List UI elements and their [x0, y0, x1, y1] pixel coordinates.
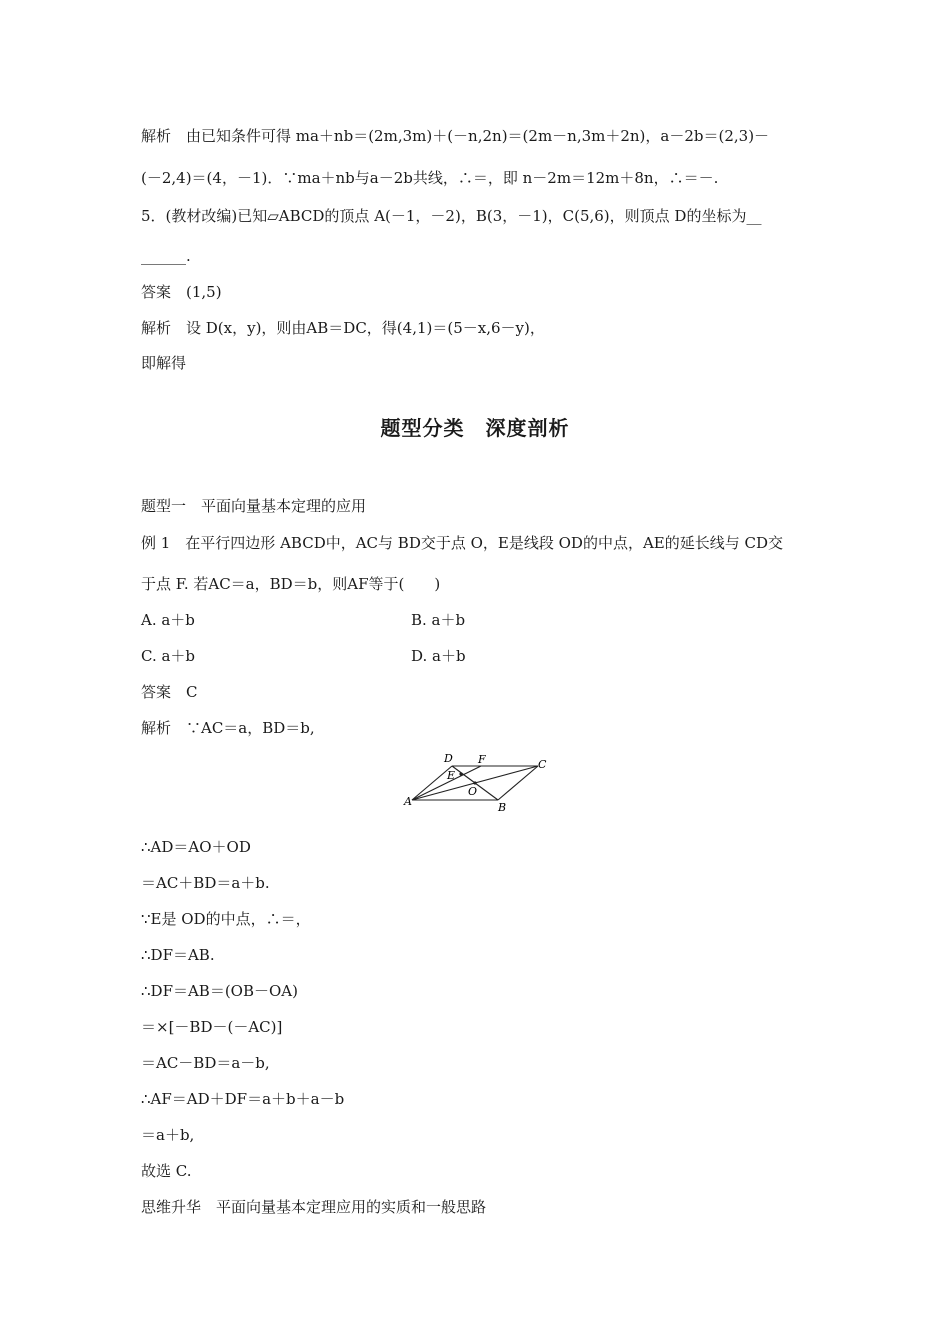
- label-a: A: [404, 795, 412, 808]
- label-d: D: [444, 752, 453, 765]
- point-e: [459, 772, 462, 775]
- solution-1-line-11: 故选 C.: [141, 1162, 192, 1180]
- solution-1-line-10: ＝a＋b,: [141, 1126, 195, 1144]
- label-o: O: [468, 785, 478, 798]
- answer-5: 答案 (1,5): [141, 283, 222, 301]
- problem-5-line-1: 5．(教材改编)已知▱ABCD的顶点 A(－1，－2)，B(3，－1)，C(5,6)，则顶点 D的坐标为__: [141, 207, 762, 225]
- solution-1-line-9: ∴AF＝AD＋DF＝a＋b＋a－b: [141, 1090, 345, 1108]
- solution-5-line-1: 解析 设 D(x，y)，则由AB＝DC，得(4,1)＝(5－x,6－y)，: [141, 319, 545, 337]
- solution-1-line-8: ＝AC－BD＝a－b,: [141, 1054, 270, 1072]
- option-c: C. a＋b: [141, 647, 196, 665]
- solution-1-line-5: ∴DF＝AB.: [141, 946, 215, 964]
- label-c: C: [538, 758, 547, 771]
- option-d: D. a＋b: [411, 647, 466, 665]
- solution-1-line-2: ∴AD＝AO＋OD: [141, 838, 251, 856]
- summary-title: 思维升华 平面向量基本定理应用的实质和一般思路: [141, 1198, 487, 1216]
- solution-1-line-3: ＝AC＋BD＝a＋b.: [141, 874, 270, 892]
- solution-1-line-1: 解析 ∵AC＝a，BD＝b,: [141, 719, 315, 737]
- option-b: B. a＋b: [411, 611, 466, 629]
- option-a: A. a＋b: [141, 611, 195, 629]
- label-e: E: [447, 769, 456, 782]
- example-1-line-2: 于点 F. 若AC＝a，BD＝b，则AF等于( ): [141, 575, 441, 593]
- answer-1: 答案 C: [141, 683, 198, 701]
- solution-line-2: (－2,4)＝(4，－1)．∵ma＋nb与a－2b共线，∴＝，即 n－2m＝12m＋8n，∴＝－.: [141, 169, 719, 187]
- parallelogram-svg: [398, 748, 558, 816]
- solution-1-line-4: ∵E是 OD的中点，∴＝，: [141, 910, 311, 928]
- solution-line-1: 解析 由已知条件可得 ma＋nb＝(2m,3m)＋(－n,2n)＝(2m－n,3m＋2n)，a－2b＝(2,3)－: [141, 127, 770, 145]
- label-f: F: [478, 753, 486, 766]
- parallelogram-figure: [398, 748, 558, 820]
- solution-1-line-7: ＝×[－BD－(－AC)]: [141, 1018, 283, 1036]
- problem-5-line-2: ______.: [141, 247, 191, 265]
- example-1-line-1: 例 1 在平行四边形 ABCD中，AC与 BD交于点 O，E是线段 OD的中点，AE的延长线与 CD交: [141, 534, 784, 552]
- section-heading: 题型分类 深度剖析: [380, 416, 570, 440]
- label-b: B: [498, 801, 507, 814]
- solution-5-line-2: 即解得: [141, 354, 187, 372]
- topic-title: 题型一 平面向量基本定理的应用: [141, 497, 367, 515]
- solution-1-line-6: ∴DF＝AB＝(OB－OA): [141, 982, 298, 1000]
